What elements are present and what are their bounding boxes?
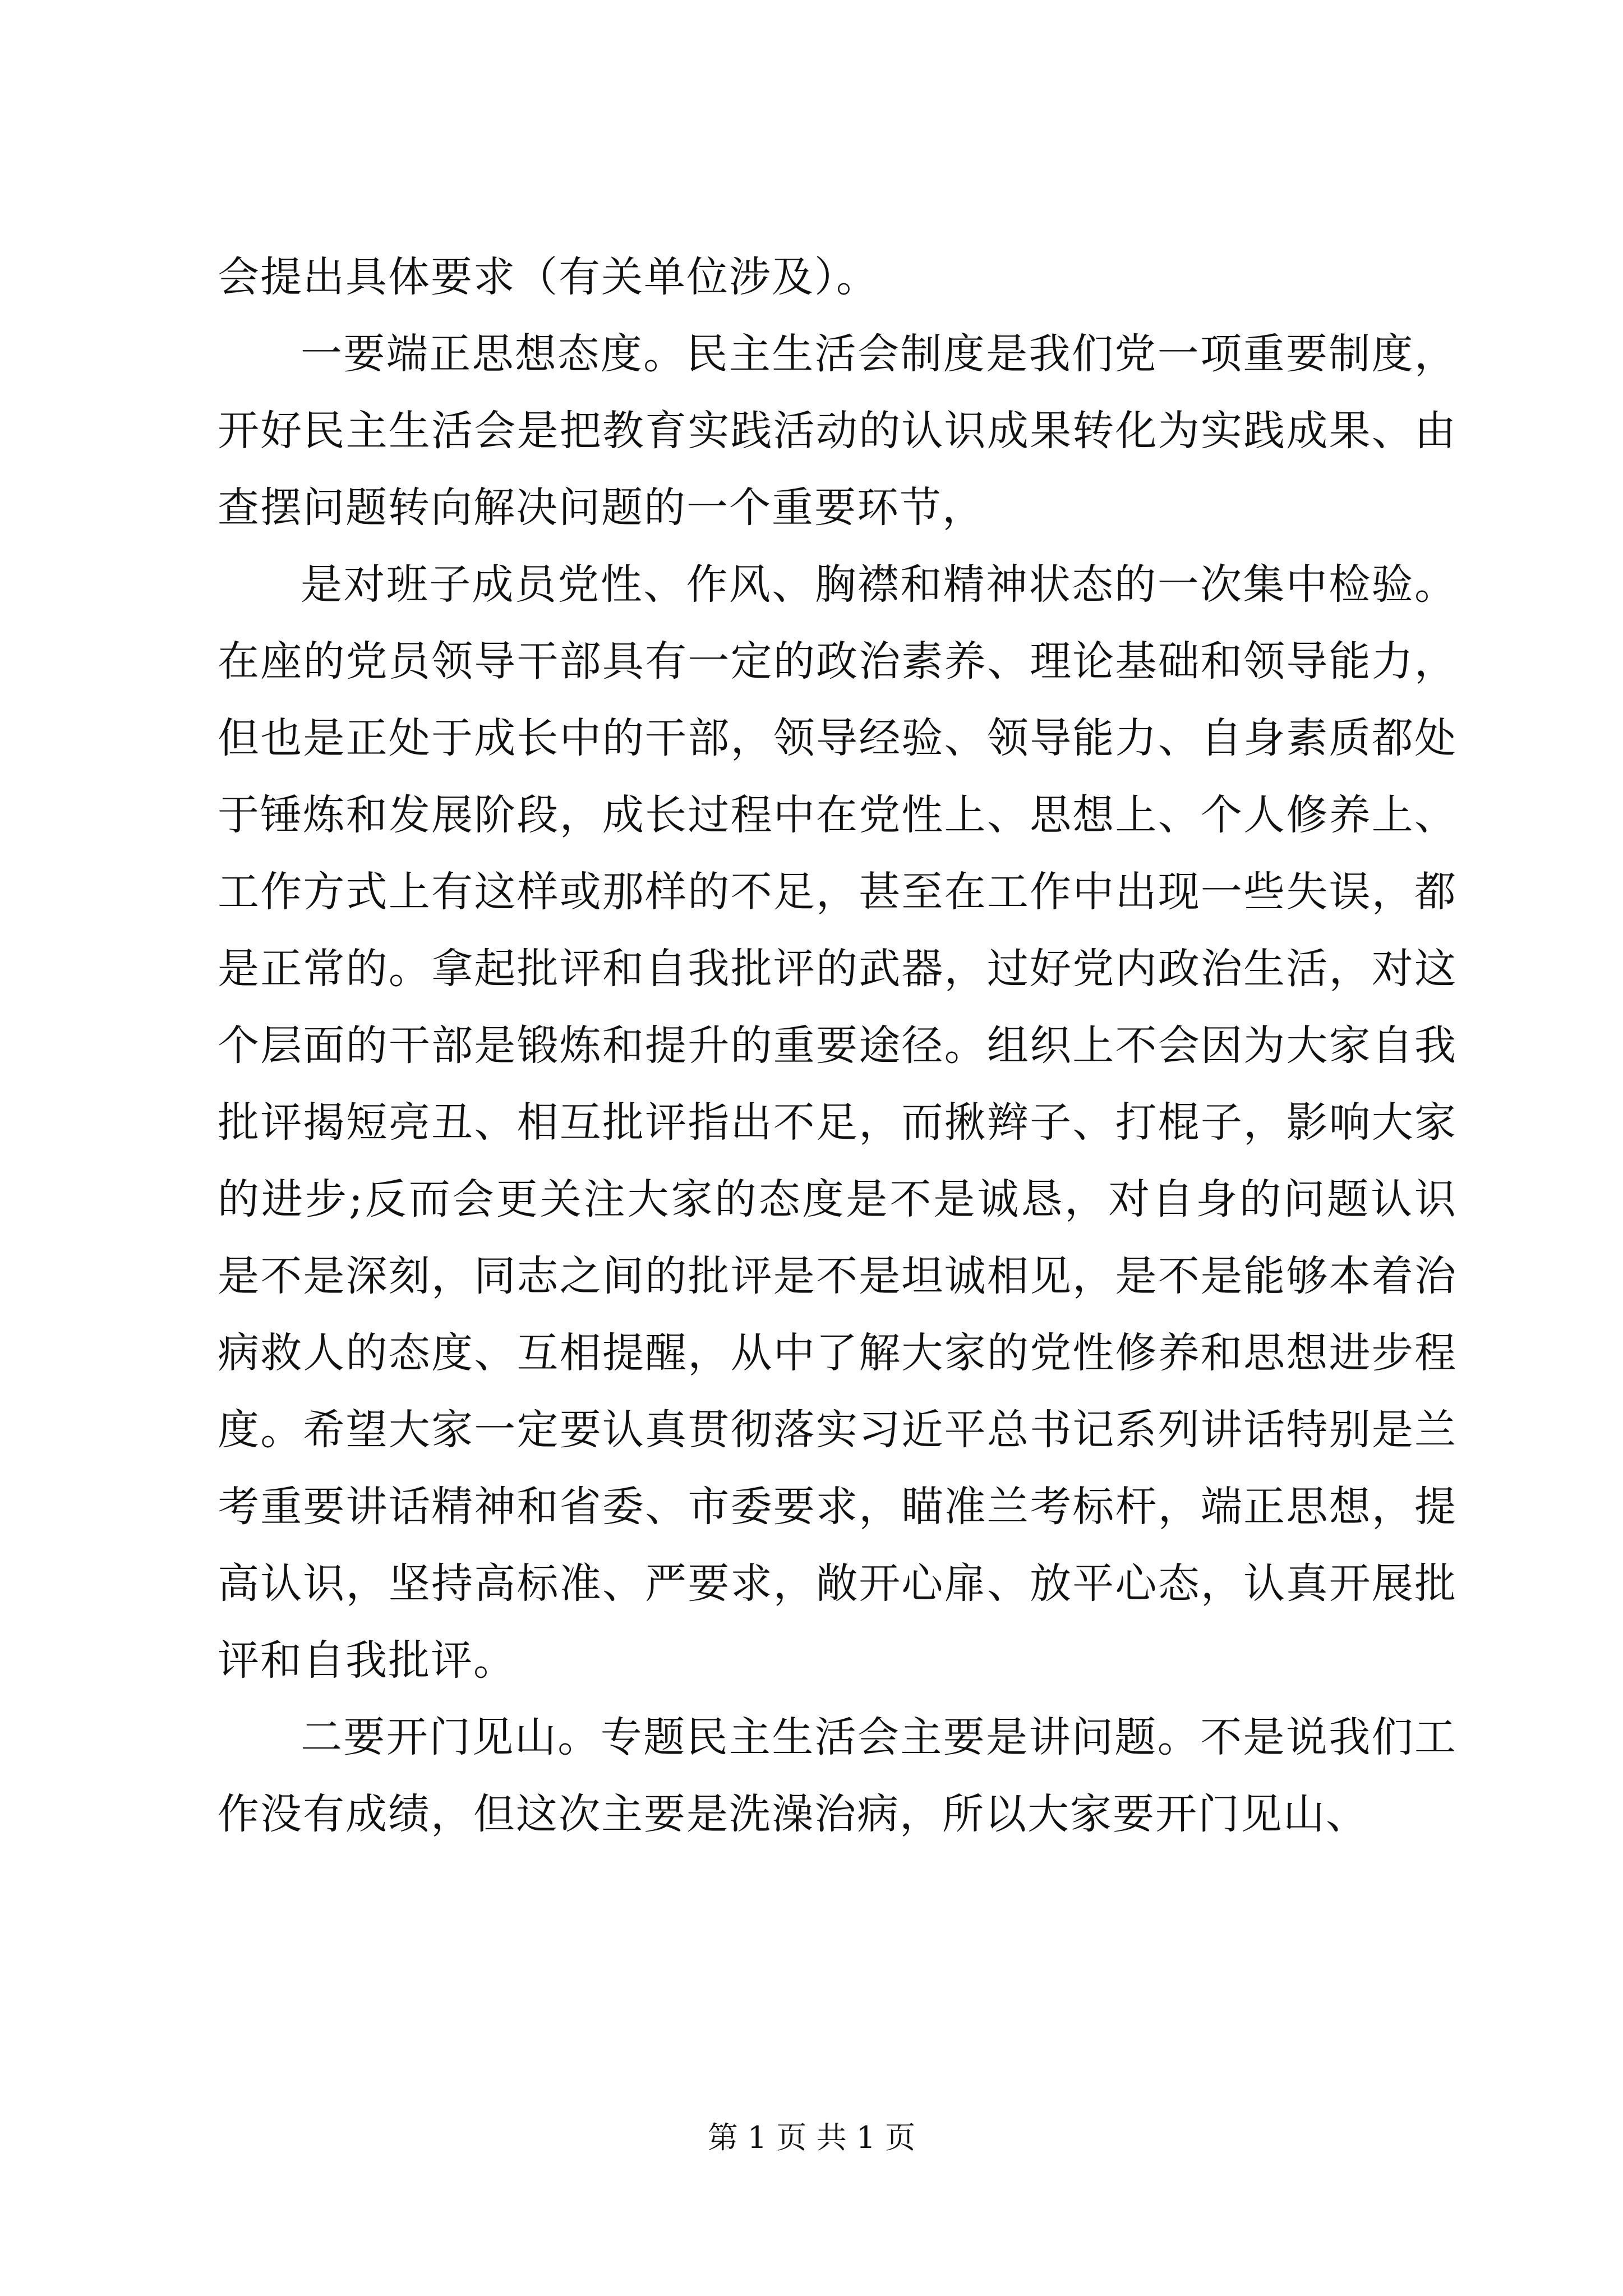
document-body [218, 239, 1457, 1853]
paragraph-continuation: 会提出具体要求（有关单位涉及）。 [218, 253, 879, 301]
paragraph-straightforward: 二要开门见山。专题民主生活会主要是讲问题。不是说我们工作没有成绩，但这次主要是洗澡治病，所以大家要开门见山、 [218, 1713, 1457, 1838]
paragraph-party-inspection: 是对班子成员党性、作风、胸襟和精神状态的一次集中检验。在座的党员领导干部具有一定的政治素养、理论基础和领导能力，但也是正处于成长中的干部，领导经验、领导能力、自身素质都处于锤炼和发展阶段，成长过程中在党性上、思想上、个人修养上、工作方式上有这样或那样的不足，甚至在工作中出现一些失误，都是正常的。拿起批评和自我批评的武器，过好党内政治生活，对这个层面的干部是锻炼和提升的重要途径。组织上不会因为大家自我批评揭短亮丑、相互批评指出不足，而揪辫子、打棍子，影响大家的进步;反而会更关注大家的态度是不是诚恳，对自身的问题认识是不是深刻，同志之间的批评是不是坦诚相见，是不是能够本着治病救人的态度、互相提醒，从中了解大家的党性修养和思想进步程度。希望大家一定要认真贯彻落实习近平总书记系列讲话特别是兰考重要讲话精神和省委、市委要求，瞄准兰考标杆，端正思想，提高认识，坚持高标准、严要求，敞开心扉、放平心态，认真开展批评和自我批评。 [218, 560, 1457, 1685]
paragraph-correct-attitude: 一要端正思想态度。民主生活会制度是我们党一项重要制度，开好民主生活会是把教育实践活动的认识成果转化为实践成果、由查摆问题转向解决问题的一个重要环节， [218, 330, 1457, 532]
page-footer: 第 1 页 共 1 页 [707, 2120, 916, 2155]
